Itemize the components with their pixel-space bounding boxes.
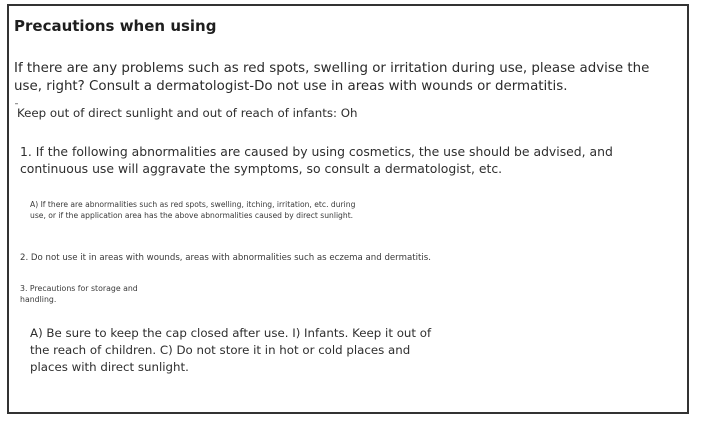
item-1 [20, 143, 613, 177]
item-3-sub-a-line-3: places with direct sunlight. [30, 360, 189, 374]
document-frame [7, 4, 689, 414]
item-3-line-2: handling. [20, 295, 57, 304]
item-1-sub-a-line-2: use, or if the application area has the above abnormalities caused by direct sunlight. [30, 211, 354, 220]
item-1-line-2: continuous use will aggravate the symptoms, so consult a dermatologist, etc. [20, 161, 503, 176]
intro-line-2: use, right? Consult a dermatologist-Do not use in areas with wounds or dermatitis. [14, 79, 568, 94]
item-2: 2. Do not use it in areas with wounds, areas with abnormalities such as eczema and dermatitis. [20, 253, 431, 263]
intro-line-1: If there are any problems such as red spots, swelling or irritation during use, please advise the [14, 61, 650, 76]
stray-mark: ˉ [14, 103, 19, 114]
item-3 [20, 283, 138, 305]
item-1-line-1: 1. If the following abnormalities are caused by using cosmetics, the use should be advised, and [20, 144, 613, 159]
document-title: Precautions when using [14, 17, 217, 35]
item-3-line-1: 3. Precautions for storage and [20, 284, 138, 293]
item-3-sub-a-line-1: A) Be sure to keep the cap closed after use. I) Infants. Keep it out of [30, 326, 432, 340]
item-3-sub-a [30, 325, 431, 376]
intro-paragraph [14, 60, 649, 96]
item-1-sub-a-line-1: A) If there are abnormalities such as red spots, swelling, itching, irritation, etc. during [30, 200, 356, 209]
sunlight-note: Keep out of direct sunlight and out of reach of infants: Oh [17, 106, 358, 120]
item-1-sub-a [30, 199, 355, 221]
item-3-sub-a-line-2: the reach of children. C) Do not store it in hot or cold places and [30, 343, 411, 357]
